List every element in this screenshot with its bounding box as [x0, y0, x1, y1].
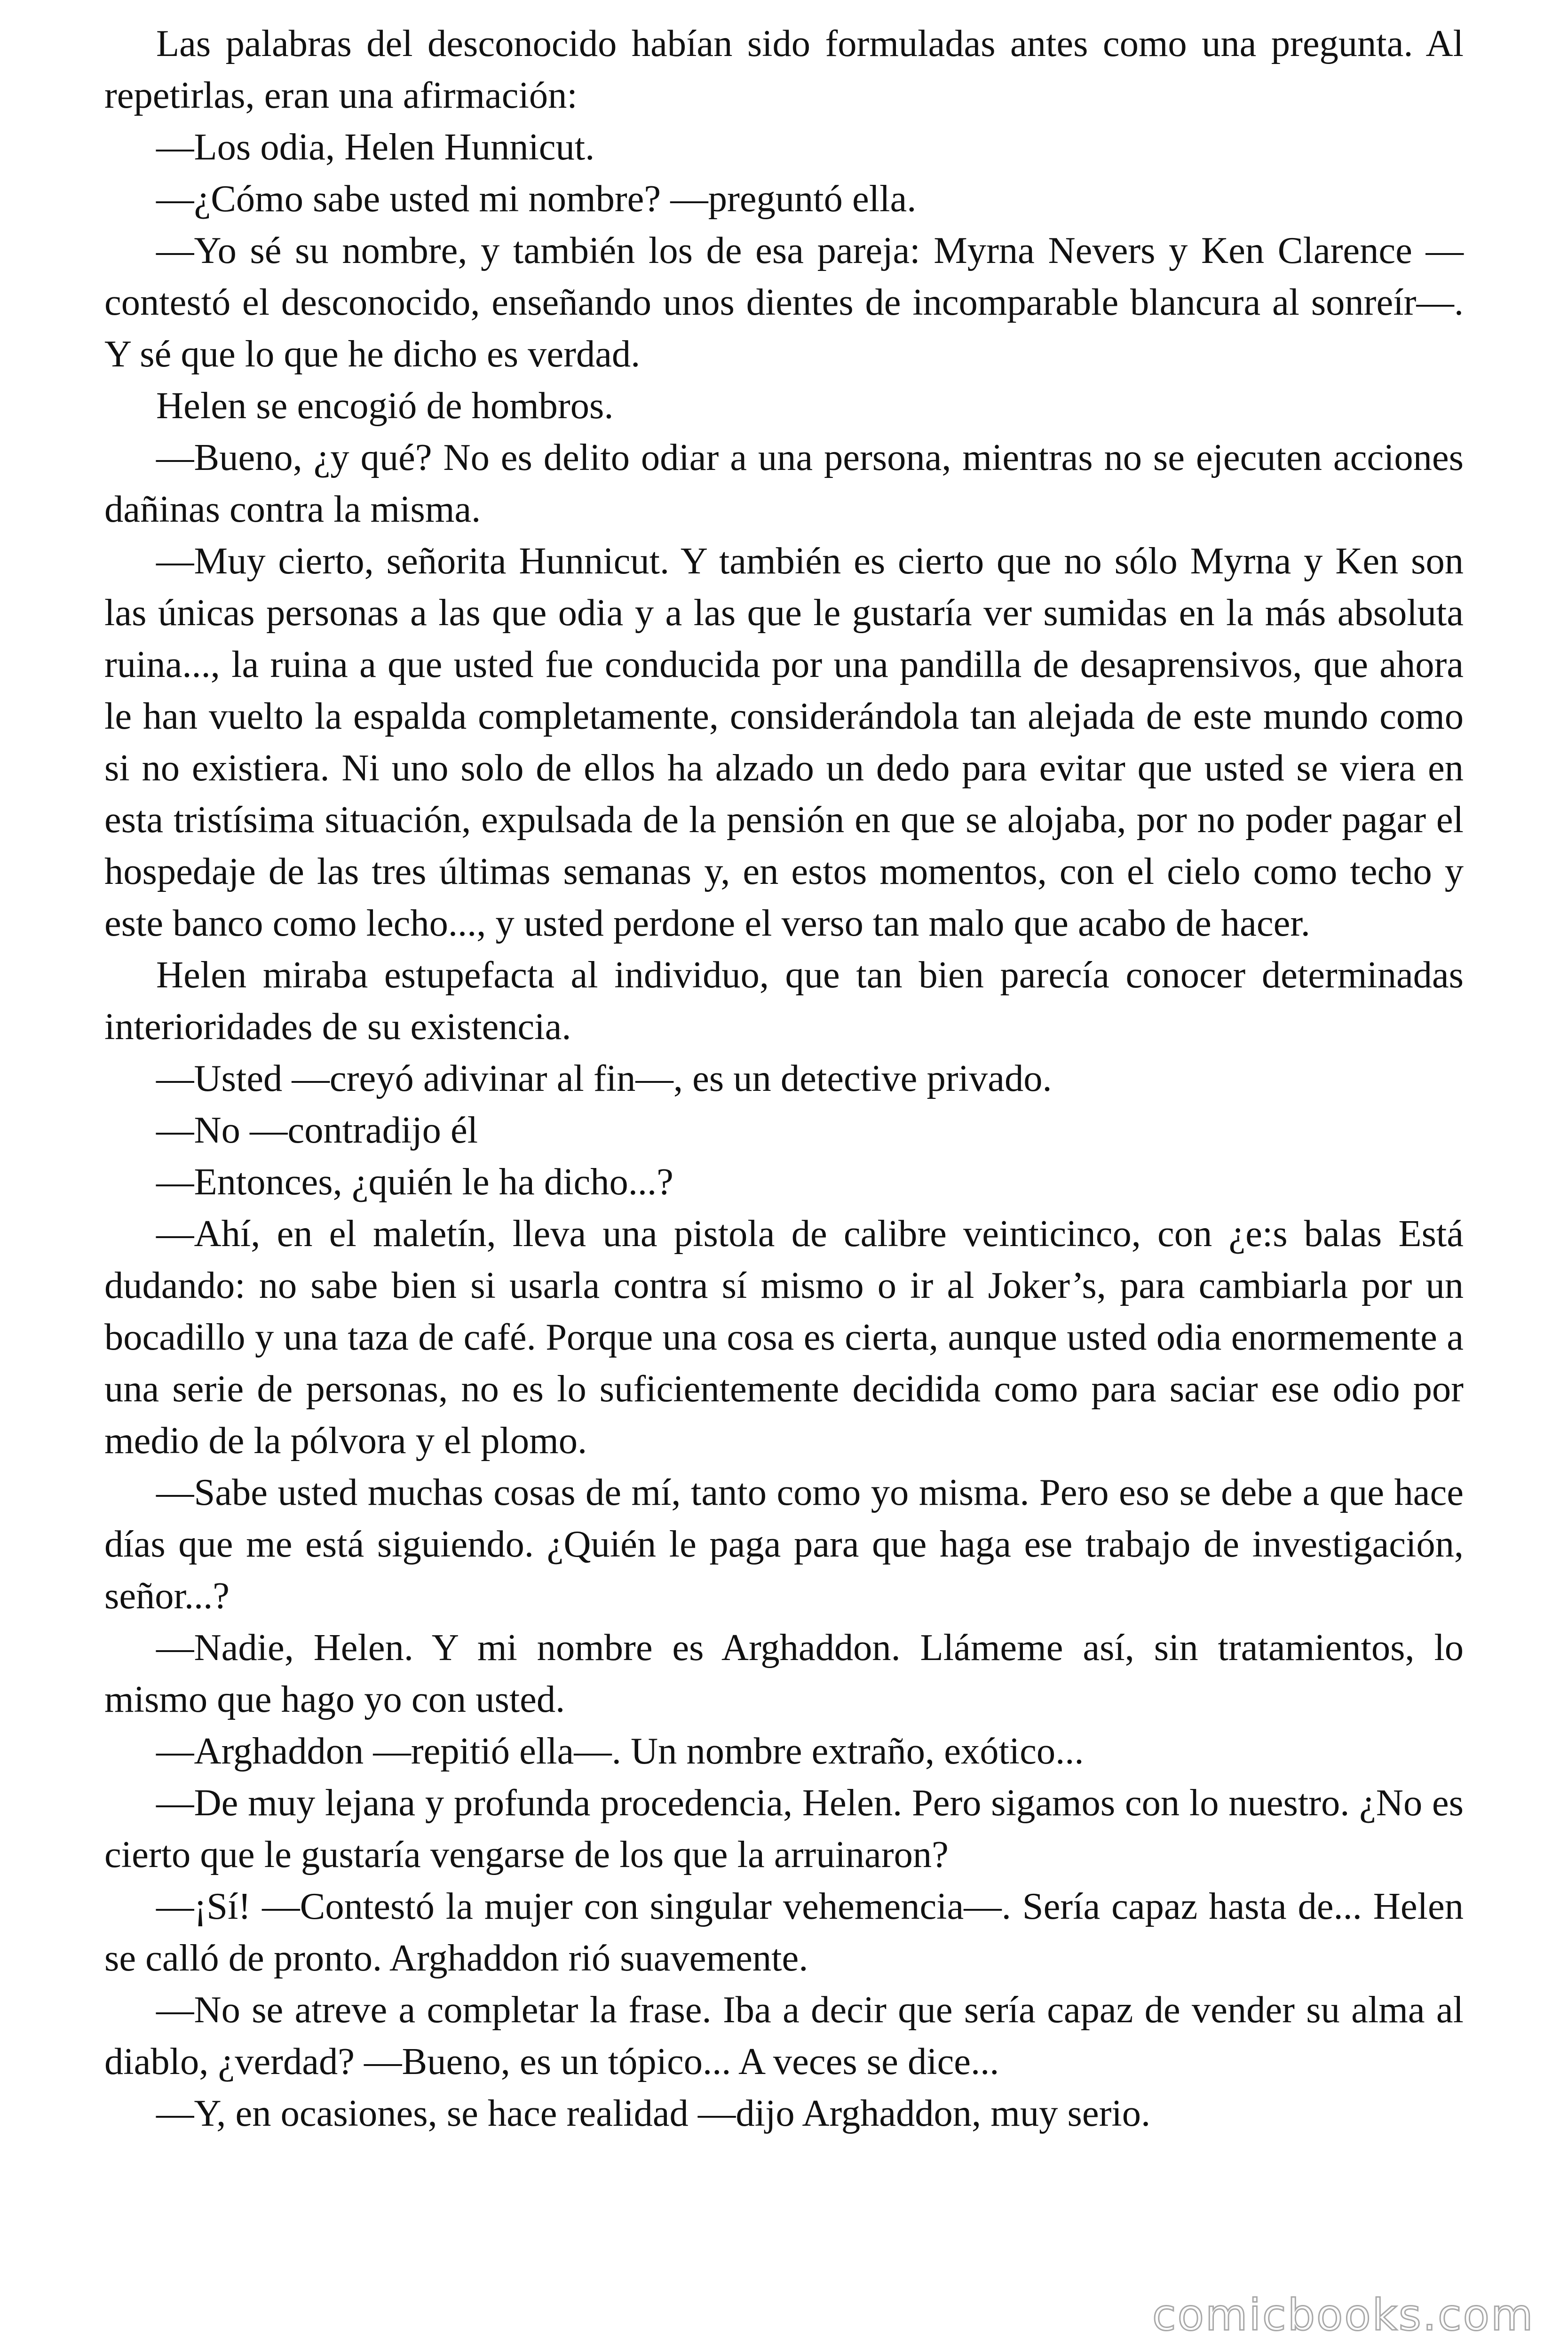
- paragraph: —Los odia, Helen Hunnicut.: [156, 126, 595, 168]
- paragraph: —Arghaddon —repitió ella—. Un nombre extraño, exótico...: [156, 1730, 1084, 1772]
- paragraph: Helen se encogió de hombros.: [156, 385, 614, 427]
- paragraph: —¿Cómo sabe usted mi nombre? —preguntó ella.: [156, 178, 917, 220]
- paragraph: Helen miraba estupefacta al individuo, que tan bien parecía conocer determinadas interioridades de su existencia.: [104, 954, 1464, 1048]
- page-body: [104, 18, 1464, 2139]
- paragraph: Las palabras del desconocido habían sido formuladas antes como una pregunta. Al repetirlas, eran una afirmación:: [104, 23, 1464, 116]
- paragraph: —Muy cierto, señorita Hunnicut. Y también es cierto que no sólo Myrna y Ken son las únicas personas a las que odia y a las que le gustaría ver sumidas en la más absoluta ruina..., la ruina a que usted fue conducida por una pandilla de desaprensivos, que ahora le han vuelto la espalda completamente, considerándola tan alejada de este mundo como si no existiera. Ni uno solo de ellos ha alzado un dedo para evitar que usted se viera en esta tristísima situación, expulsada de la pensión en que se alojaba, por no poder pagar el hospedaje de las tres últimas semanas y, en estos momentos, con el cielo como techo y este banco como lecho..., y usted perdone el verso tan malo que acabo de hacer.: [104, 540, 1464, 944]
- paragraph: —Entonces, ¿quién le ha dicho...?: [156, 1161, 673, 1203]
- paragraph: —Sabe usted muchas cosas de mí, tanto como yo misma. Pero eso se debe a que hace días que me está siguiendo. ¿Quién le paga para que haga ese trabajo de investigación, señor...?: [104, 1471, 1464, 1617]
- watermark: comicbooks.com: [1152, 2290, 1535, 2340]
- paragraph: —Yo sé su nombre, y también los de esa pareja: Myrna Nevers y Ken Clarence — contestó el desconocido, enseñando unos dientes de incomparable blancura al sonreír—. Y sé que lo que he dicho es verdad.: [104, 230, 1464, 375]
- paragraph: —Ahí, en el maletín, lleva una pistola de calibre veinticinco, con ¿e:s balas Está dudando: no sabe bien si usarla contra sí mismo o ir al Joker’s, para cambiarla por un bocadillo y una taza de café. Porque una cosa es cierta, aunque usted odia enormemente a una serie de personas, no es lo suficientemente decidida como para saciar ese odio por medio de la pólvora y el plomo.: [104, 1213, 1464, 1462]
- paragraph: —Y, en ocasiones, se hace realidad —dijo Arghaddon, muy serio.: [156, 2092, 1151, 2134]
- paragraph: —Nadie, Helen. Y mi nombre es Arghaddon. Llámeme así, sin tratamientos, lo mismo que hago yo con usted.: [104, 1627, 1464, 1720]
- paragraph: —Bueno, ¿y qué? No es delito odiar a una persona, mientras no se ejecuten acciones dañinas contra la misma.: [104, 437, 1464, 530]
- paragraph: —Usted —creyó adivinar al fin—, es un detective privado.: [156, 1057, 1052, 1099]
- paragraph: —No se atreve a completar la frase. Iba a decir que sería capaz de vender su alma al diablo, ¿verdad? —Bueno, es un tópico... A veces se dice...: [104, 1989, 1464, 2082]
- paragraph: —¡Sí! —Contestó la mujer con singular vehemencia—. Sería capaz hasta de... Helen se calló de pronto. Arghaddon rió suavemente.: [104, 1885, 1464, 1979]
- paragraph: —De muy lejana y profunda procedencia, Helen. Pero sigamos con lo nuestro. ¿No es cierto que le gustaría vengarse de los que la arruinaron?: [104, 1782, 1464, 1875]
- paragraph: —No —contradijo él: [156, 1109, 478, 1151]
